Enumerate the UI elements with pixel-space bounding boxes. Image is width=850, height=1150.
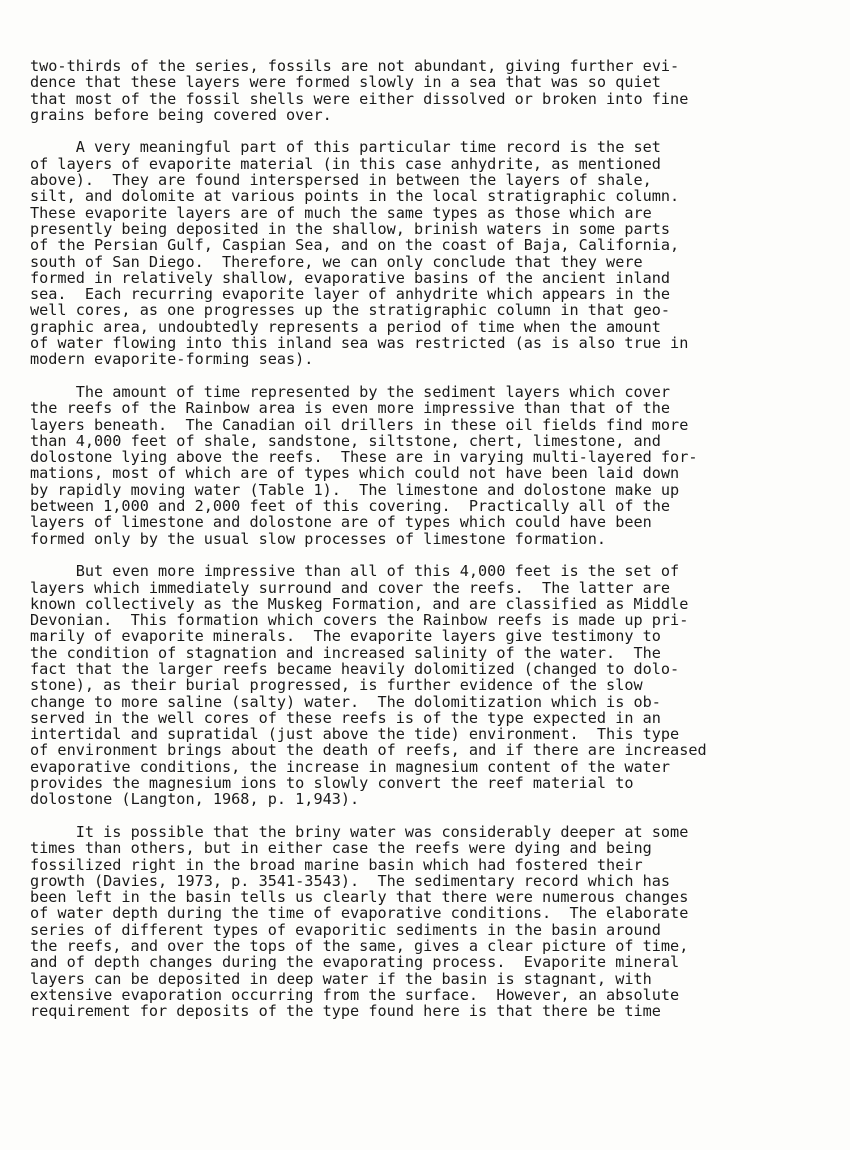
text-line: graphic area, undoubtedly represents a period of time when the amount <box>30 317 661 336</box>
text-line: fact that the larger reefs became heavily dolomitized (changed to dolo- <box>30 659 680 678</box>
text-line: intertidal and supratidal (just above the tide) environment. This type <box>30 725 680 744</box>
text-line: that most of the fossil shells were either dissolved or broken into fine <box>30 89 689 108</box>
text-line: extensive evaporation occurring from the surface. However, an absolute <box>30 985 680 1004</box>
text-line: These evaporite layers are of much the same types as those which are <box>30 203 652 222</box>
text-line: and of depth changes during the evaporating process. Evaporite mineral <box>30 953 680 972</box>
text-line: been left in the basin tells us clearly that there were numerous changes <box>30 888 689 907</box>
paragraph <box>30 139 830 367</box>
text-line: than 4,000 feet of shale, sandstone, siltstone, chert, limestone, and <box>30 431 661 450</box>
text-line: silt, and dolomite at various points in the local stratigraphic column. <box>30 187 680 206</box>
text-line: layers which immediately surround and cover the reefs. The latter are <box>30 578 671 597</box>
text-line: of water flowing into this inland sea was restricted (as is also true in <box>30 334 689 353</box>
paragraph-gap <box>30 123 830 139</box>
text-line: above). They are found interspersed in between the layers of shale, <box>30 171 652 190</box>
text-line: of layers of evaporite material (in this case anhydrite, as mentioned <box>30 154 661 173</box>
text-line: grains before being covered over. <box>30 105 332 124</box>
text-line: growth (Davies, 1973, p. 3541-3543). The sedimentary record which has <box>30 871 671 890</box>
text-line: dolostone lying above the reefs. These are in varying multi-layered for- <box>30 448 698 467</box>
text-line: between 1,000 and 2,000 feet of this covering. Practically all of the <box>30 497 671 516</box>
text-line: Devonian. This formation which covers the Rainbow reefs is made up pri- <box>30 611 689 630</box>
text-line: The amount of time represented by the sediment layers which cover <box>30 382 671 401</box>
text-line: served in the well cores of these reefs is of the type expected in an <box>30 708 661 727</box>
text-line: But even more impressive than all of this 4,000 feet is the set of <box>30 562 680 581</box>
paragraph-gap <box>30 368 830 384</box>
text-line: modern evaporite-forming seas). <box>30 350 314 369</box>
text-line: south of San Diego. Therefore, we can only conclude that they were <box>30 252 643 271</box>
text-line: stone), as their burial progressed, is further evidence of the slow <box>30 676 643 695</box>
text-line: evaporative conditions, the increase in magnesium content of the water <box>30 757 671 776</box>
text-line: the reefs, and over the tops of the same, gives a clear picture of time, <box>30 937 689 956</box>
text-line: mations, most of which are of types which could not have been laid down <box>30 464 680 483</box>
text-line: provides the magnesium ions to slowly convert the reef material to <box>30 774 634 793</box>
text-line: the condition of stagnation and increased salinity of the water. The <box>30 643 661 662</box>
paragraph <box>30 58 830 123</box>
text-line: layers beneath. The Canadian oil drillers in these oil fields find more <box>30 415 689 434</box>
paragraph <box>30 563 830 807</box>
text-line: by rapidly moving water (Table 1). The limestone and dolostone make up <box>30 480 680 499</box>
text-line: It is possible that the briny water was considerably deeper at some <box>30 822 689 841</box>
text-line: requirement for deposits of the type found here is that there be time <box>30 1002 661 1021</box>
text-line: sea. Each recurring evaporite layer of anhydrite which appears in the <box>30 285 671 304</box>
text-line: A very meaningful part of this particular time record is the set <box>30 138 661 157</box>
text-line: the reefs of the Rainbow area is even more impressive than that of the <box>30 399 671 418</box>
text-line: times than others, but in either case the reefs were dying and being <box>30 839 652 858</box>
text-line: marily of evaporite minerals. The evaporite layers give testimony to <box>30 627 661 646</box>
text-line: series of different types of evaporitic sediments in the basin around <box>30 920 661 939</box>
text-line: formed only by the usual slow processes of limestone formation. <box>30 529 607 548</box>
text-line: layers of limestone and dolostone are of types which could have been <box>30 513 652 532</box>
paragraph-gap <box>30 808 830 824</box>
text-line: dolostone (Langton, 1968, p. 1,943). <box>30 790 360 809</box>
text-line: change to more saline (salty) water. The dolomitization which is ob- <box>30 692 661 711</box>
text-line: two-thirds of the series, fossils are not abundant, giving further evi- <box>30 57 680 75</box>
text-line: dence that these layers were formed slowly in a sea that was so quiet <box>30 73 661 92</box>
text-line: formed in relatively shallow, evaporative basins of the ancient inland <box>30 268 671 287</box>
text-line: layers can be deposited in deep water if the basin is stagnant, with <box>30 969 652 988</box>
document-body <box>30 58 830 1020</box>
paragraph-gap <box>30 547 830 563</box>
paragraph <box>30 824 830 1020</box>
text-line: of water depth during the time of evaporative conditions. The elaborate <box>30 904 689 923</box>
paragraph <box>30 384 830 547</box>
text-line: of environment brings about the death of reefs, and if there are increased <box>30 741 707 760</box>
text-line: known collectively as the Muskeg Formation, and are classified as Middle <box>30 594 689 613</box>
text-line: presently being deposited in the shallow, brinish waters in some parts <box>30 219 671 238</box>
text-line: fossilized right in the broad marine basin which had fostered their <box>30 855 643 874</box>
text-line: of the Persian Gulf, Caspian Sea, and on the coast of Baja, California, <box>30 236 680 255</box>
text-line: well cores, as one progresses up the stratigraphic column in that geo- <box>30 301 671 320</box>
